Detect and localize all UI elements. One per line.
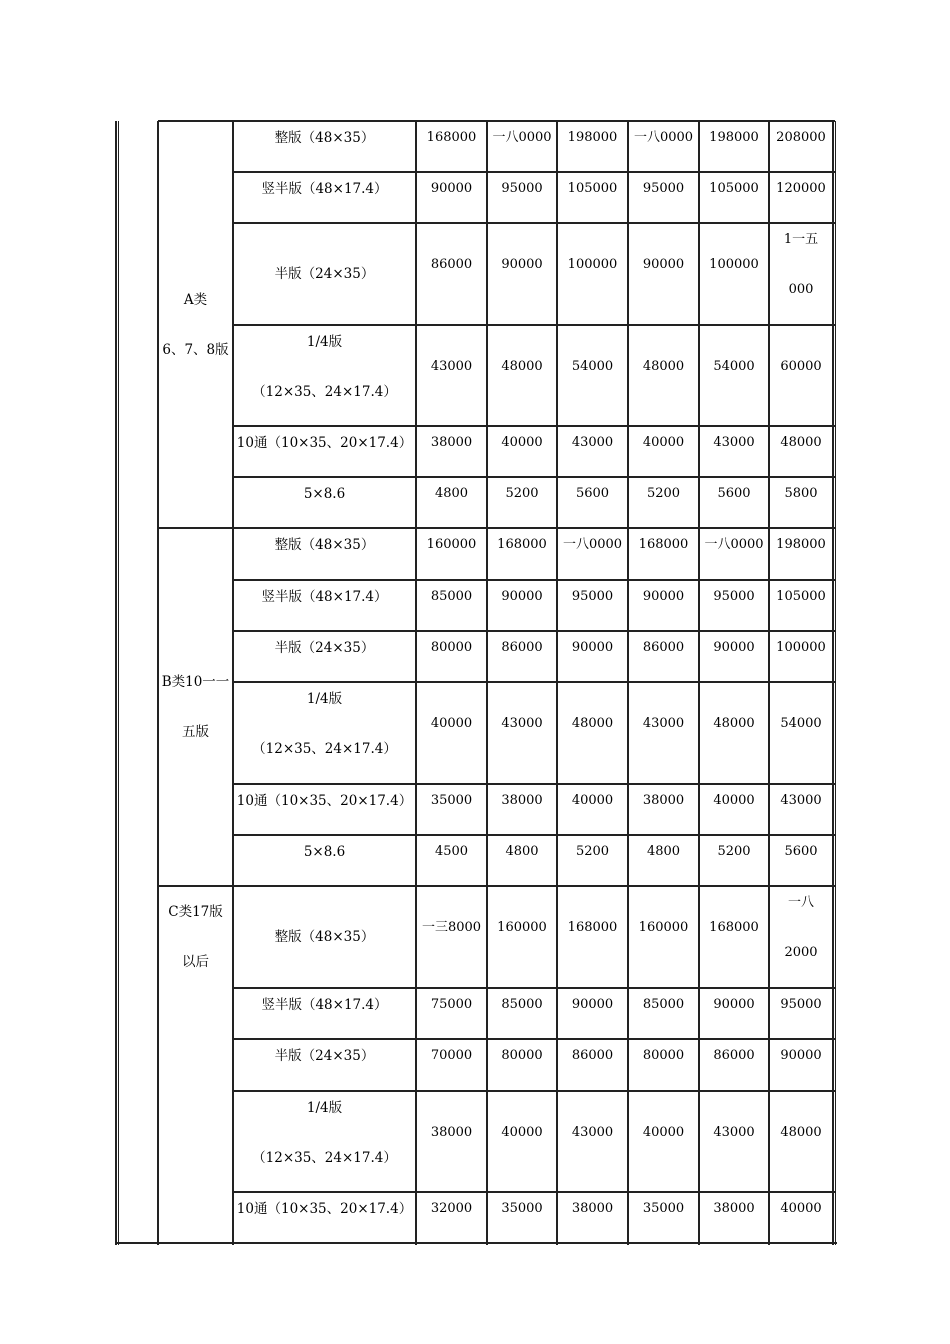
price-cell: 90000 <box>780 1048 822 1063</box>
price-cell: 90000 <box>501 589 543 604</box>
group-label: B类10一一 <box>161 674 230 690</box>
price-cell: 5200 <box>646 486 681 501</box>
price-cell: 198000 <box>776 537 826 552</box>
price-cell: 105000 <box>776 589 826 604</box>
price-cell: 40000 <box>642 1124 685 1140</box>
price-cell: 4800 <box>646 844 681 859</box>
size-label: （12×35、24×17.4） <box>252 384 397 400</box>
price-cell: 5600 <box>575 486 610 501</box>
size-label: 竖半版（48×17.4） <box>261 589 388 605</box>
grid-line-horizontal <box>158 120 835 122</box>
price-cell: 85000 <box>642 997 685 1012</box>
price-cell: 5200 <box>575 844 610 859</box>
price-cell: 85000 <box>430 589 473 604</box>
price-cell: 75000 <box>430 997 473 1012</box>
price-cell: 100000 <box>567 257 618 272</box>
price-cell: 48000 <box>571 716 614 731</box>
price-cell: 40000 <box>430 716 473 731</box>
price-cell: 4800 <box>505 844 539 859</box>
price-cell: 208000 <box>776 130 826 145</box>
price-cell: 35000 <box>501 1201 543 1216</box>
price-cell: 95000 <box>642 181 685 196</box>
price-cell: 5200 <box>717 844 751 859</box>
price-cell: 一八0000 <box>492 130 552 145</box>
price-cell: 95000 <box>780 997 822 1012</box>
size-label: 半版（24×35） <box>274 1048 375 1064</box>
price-cell: 86000 <box>501 640 543 655</box>
price-cell: 80000 <box>430 640 473 655</box>
price-cell: 198000 <box>709 130 759 145</box>
size-label: 半版（24×35） <box>274 266 375 282</box>
price-cell: 95000 <box>501 181 543 196</box>
grid-line-horizontal <box>158 885 835 887</box>
price-cell: 43000 <box>571 1124 614 1140</box>
price-cell: 5200 <box>505 486 539 501</box>
price-cell: 40000 <box>642 435 685 450</box>
price-cell: 86000 <box>571 1048 614 1063</box>
price-cell: 90000 <box>642 589 685 604</box>
grid-line-vertical <box>627 121 629 1245</box>
price-cell: 168000 <box>426 130 477 145</box>
price-cell: 90000 <box>430 181 473 196</box>
grid-line-horizontal <box>233 476 835 478</box>
group-label: 以后 <box>182 954 209 970</box>
price-cell: 000 <box>788 282 814 297</box>
size-label: 半版（24×35） <box>274 640 375 656</box>
grid-line-vertical <box>698 121 700 1245</box>
price-cell: 105000 <box>709 181 759 196</box>
group-label: 五版 <box>182 724 209 740</box>
price-cell: 35000 <box>642 1201 685 1216</box>
price-cell: 120000 <box>776 181 826 196</box>
grid-line-horizontal <box>233 681 835 683</box>
price-cell: 70000 <box>430 1048 473 1063</box>
size-label: 整版（48×35） <box>274 537 375 553</box>
price-cell: 48000 <box>642 358 685 374</box>
grid-line-horizontal <box>233 1038 835 1040</box>
size-label: 10通（10×35、20×17.4） <box>236 435 413 451</box>
price-cell: 60000 <box>780 358 822 374</box>
size-label: （12×35、24×17.4） <box>252 741 397 757</box>
price-cell: 168000 <box>638 537 689 552</box>
price-cell: 40000 <box>571 793 614 808</box>
grid-line-horizontal <box>233 324 835 326</box>
price-cell: 38000 <box>501 793 543 808</box>
size-label: 10通（10×35、20×17.4） <box>236 793 413 809</box>
grid-line-horizontal <box>233 1090 835 1092</box>
grid-line-horizontal <box>233 1191 835 1193</box>
price-cell: 43000 <box>713 1124 755 1140</box>
price-cell: 160000 <box>426 537 477 552</box>
size-label: 竖半版（48×17.4） <box>261 997 388 1013</box>
grid-line-vertical <box>486 121 488 1245</box>
price-cell: 38000 <box>430 1124 473 1140</box>
grid-line-horizontal <box>233 171 835 173</box>
price-cell: 43000 <box>713 435 755 450</box>
grid-line-horizontal <box>233 425 835 427</box>
price-cell: 90000 <box>501 257 543 272</box>
price-cell: 90000 <box>713 997 755 1012</box>
grid-line-horizontal <box>233 783 835 785</box>
price-cell: 一八0000 <box>633 130 694 145</box>
grid-line-horizontal <box>233 630 835 632</box>
size-label: 5×8.6 <box>303 844 346 860</box>
price-cell: 5600 <box>784 844 818 859</box>
price-cell: 32000 <box>430 1201 473 1216</box>
grid-line-horizontal <box>233 579 835 581</box>
grid-line-horizontal <box>158 527 835 529</box>
price-cell: 168000 <box>497 537 547 552</box>
price-cell: 5800 <box>784 486 818 501</box>
price-cell: 95000 <box>571 589 614 604</box>
size-label: 10通（10×35、20×17.4） <box>236 1201 413 1217</box>
price-cell: 38000 <box>571 1201 614 1216</box>
price-cell: 48000 <box>780 435 822 450</box>
grid-line-vertical <box>415 121 417 1245</box>
price-cell: 80000 <box>642 1048 685 1063</box>
size-label: 整版（48×35） <box>274 130 375 146</box>
group-label: 6、7、8版 <box>162 341 229 358</box>
price-cell: 80000 <box>501 1048 543 1063</box>
price-cell: 48000 <box>780 1124 822 1140</box>
price-cell: 一八0000 <box>562 537 623 552</box>
price-cell: 90000 <box>642 257 685 272</box>
price-cell: 168000 <box>567 920 618 935</box>
price-cell: 2000 <box>784 945 818 960</box>
price-cell: 90000 <box>571 640 614 655</box>
price-cell: 54000 <box>571 358 614 374</box>
price-cell: 40000 <box>713 793 755 808</box>
price-cell: 48000 <box>713 716 755 731</box>
price-cell: 48000 <box>501 358 543 374</box>
price-cell: 43000 <box>571 435 614 450</box>
size-label: 竖半版（48×17.4） <box>261 181 388 197</box>
price-cell: 90000 <box>713 640 755 655</box>
grid-line-horizontal <box>116 1242 837 1244</box>
price-cell: 40000 <box>501 1124 543 1140</box>
price-cell: 1一五 <box>783 232 819 247</box>
price-cell: 35000 <box>430 793 473 808</box>
price-cell: 54000 <box>713 358 755 374</box>
price-cell: 38000 <box>642 793 685 808</box>
price-cell: 86000 <box>430 257 473 272</box>
price-cell: 90000 <box>571 997 614 1012</box>
price-cell: 一八 <box>787 895 814 910</box>
size-label: 1/4版 <box>306 1100 343 1116</box>
price-cell: 一三8000 <box>421 920 482 935</box>
price-cell: 54000 <box>780 716 822 731</box>
price-cell: 86000 <box>713 1048 755 1063</box>
size-label: 1/4版 <box>306 691 343 707</box>
price-cell: 86000 <box>642 640 685 655</box>
group-label: A类 <box>183 291 208 308</box>
price-cell: 43000 <box>780 793 822 808</box>
price-cell: 160000 <box>638 920 689 935</box>
price-cell: 100000 <box>709 257 759 272</box>
price-cell: 43000 <box>501 716 543 731</box>
price-cell: 105000 <box>567 181 618 196</box>
price-cell: 40000 <box>780 1201 822 1216</box>
size-label: 整版（48×35） <box>274 929 375 945</box>
price-cell: 38000 <box>430 435 473 450</box>
price-cell: 40000 <box>501 435 543 450</box>
size-label: 5×8.6 <box>303 486 346 502</box>
price-cell: 160000 <box>497 920 547 935</box>
price-cell: 4800 <box>434 486 469 501</box>
price-cell: 38000 <box>713 1201 755 1216</box>
price-cell: 85000 <box>501 997 543 1012</box>
size-label: （12×35、24×17.4） <box>252 1150 397 1166</box>
price-cell: 168000 <box>709 920 759 935</box>
grid-line-horizontal <box>233 987 835 989</box>
price-cell: 43000 <box>430 358 473 374</box>
price-cell: 4500 <box>434 844 469 859</box>
price-cell: 198000 <box>567 130 618 145</box>
grid-line-vertical <box>556 121 558 1245</box>
price-cell: 43000 <box>642 716 685 731</box>
size-label: 1/4版 <box>306 334 343 350</box>
price-cell: 一八0000 <box>704 537 764 552</box>
grid-line-horizontal <box>233 834 835 836</box>
price-cell: 100000 <box>776 640 826 655</box>
price-cell: 5600 <box>717 486 751 501</box>
price-cell: 95000 <box>713 589 755 604</box>
grid-line-horizontal <box>233 222 835 224</box>
group-label: C类17版 <box>168 904 223 920</box>
